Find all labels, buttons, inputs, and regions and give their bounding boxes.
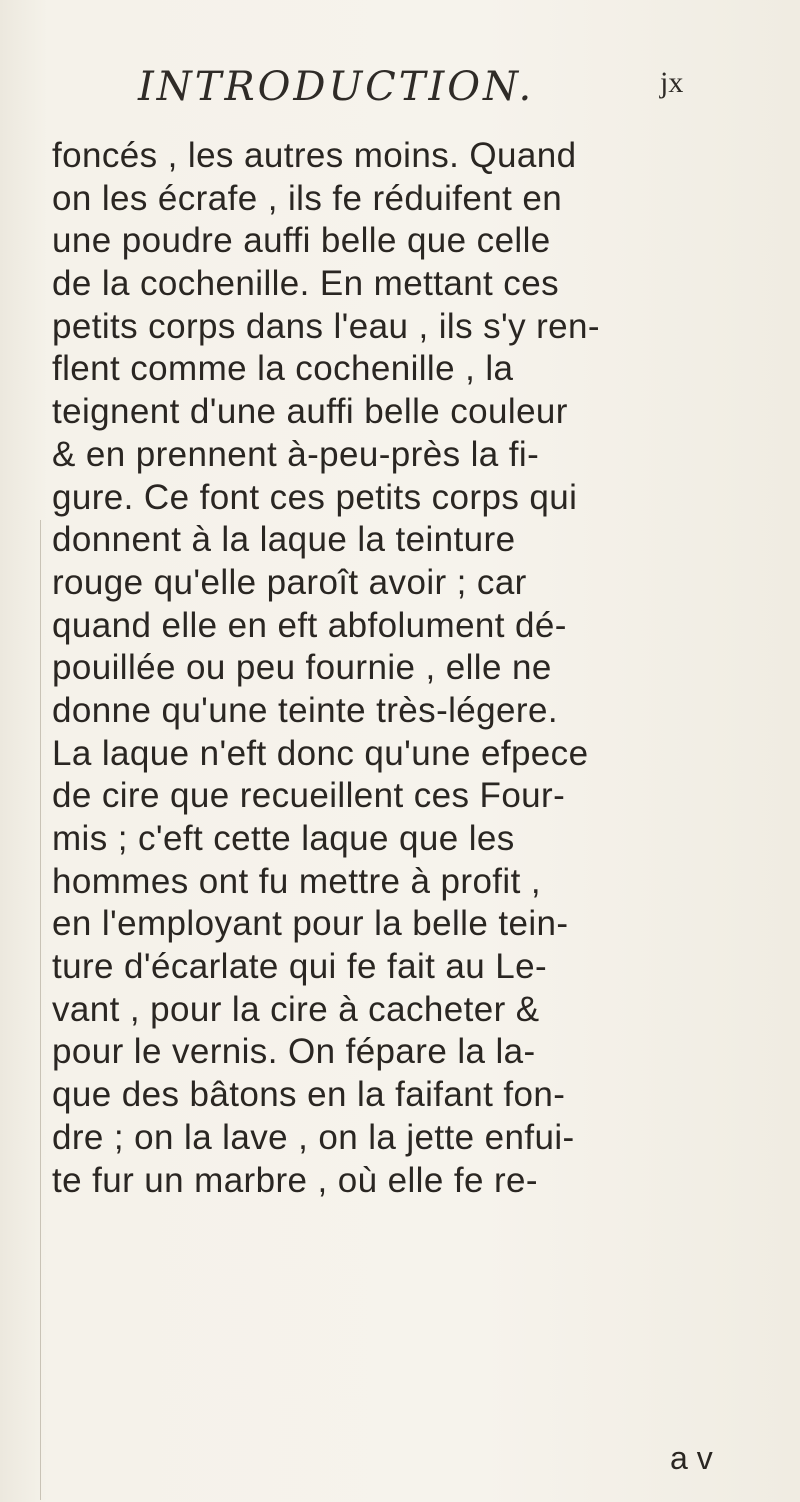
text-line: que des bâtons en la faifant fon-	[52, 1075, 566, 1115]
page-number: jx	[660, 66, 684, 99]
text-line: on les écrafe , ils fe réduifent en	[52, 178, 563, 218]
text-line: ture d'écarlate qui fe fait au Le-	[52, 947, 548, 987]
text-line: rouge qu'elle paroît avoir ; car	[52, 562, 527, 602]
text-line: mis ; c'eft cette laque que les	[52, 819, 515, 858]
signature-mark: a v	[670, 1440, 713, 1476]
text-line: quand elle en eft abfolument dé-	[52, 605, 567, 645]
text-line: teignent d'une auffi belle couleur	[52, 392, 568, 432]
text-line: donne qu'une teinte très-légere.	[52, 690, 558, 730]
text-line: & en prennent à-peu-près la fi-	[52, 434, 540, 474]
body-text	[52, 135, 790, 1202]
binding-edge-line	[40, 520, 41, 1500]
text-line: pour le vernis. On fépare la la-	[52, 1032, 536, 1072]
text-line: foncés , les autres moins. Quand	[52, 136, 577, 175]
text-line: de cire que recueillent ces Four-	[52, 776, 566, 816]
text-line: donnent à la laque la teinture	[52, 520, 516, 560]
text-line: pouillée ou peu fournie , elle ne	[52, 648, 552, 688]
text-line: hommes ont fu mettre à profit ,	[52, 861, 541, 901]
text-line: te fur un marbre , où elle fe re-	[52, 1160, 538, 1200]
text-line: une poudre auffi belle que celle	[52, 221, 551, 261]
text-line: dre ; on la lave , on la jette enfui-	[52, 1117, 575, 1157]
running-title: INTRODUCTION.	[138, 64, 535, 110]
text-line: petits corps dans l'eau , ils s'y ren-	[52, 306, 600, 346]
text-line: en l'employant pour la belle tein-	[52, 904, 569, 944]
text-line: de la cochenille. En mettant ces	[52, 264, 559, 304]
text-line: La laque n'eft donc qu'une efpece	[52, 733, 589, 773]
text-line: flent comme la cochenille , la	[52, 349, 514, 389]
page-header	[138, 64, 778, 124]
text-line: vant , pour la cire à cacheter &	[52, 989, 540, 1029]
text-line: gure. Ce font ces petits corps qui	[52, 477, 578, 517]
